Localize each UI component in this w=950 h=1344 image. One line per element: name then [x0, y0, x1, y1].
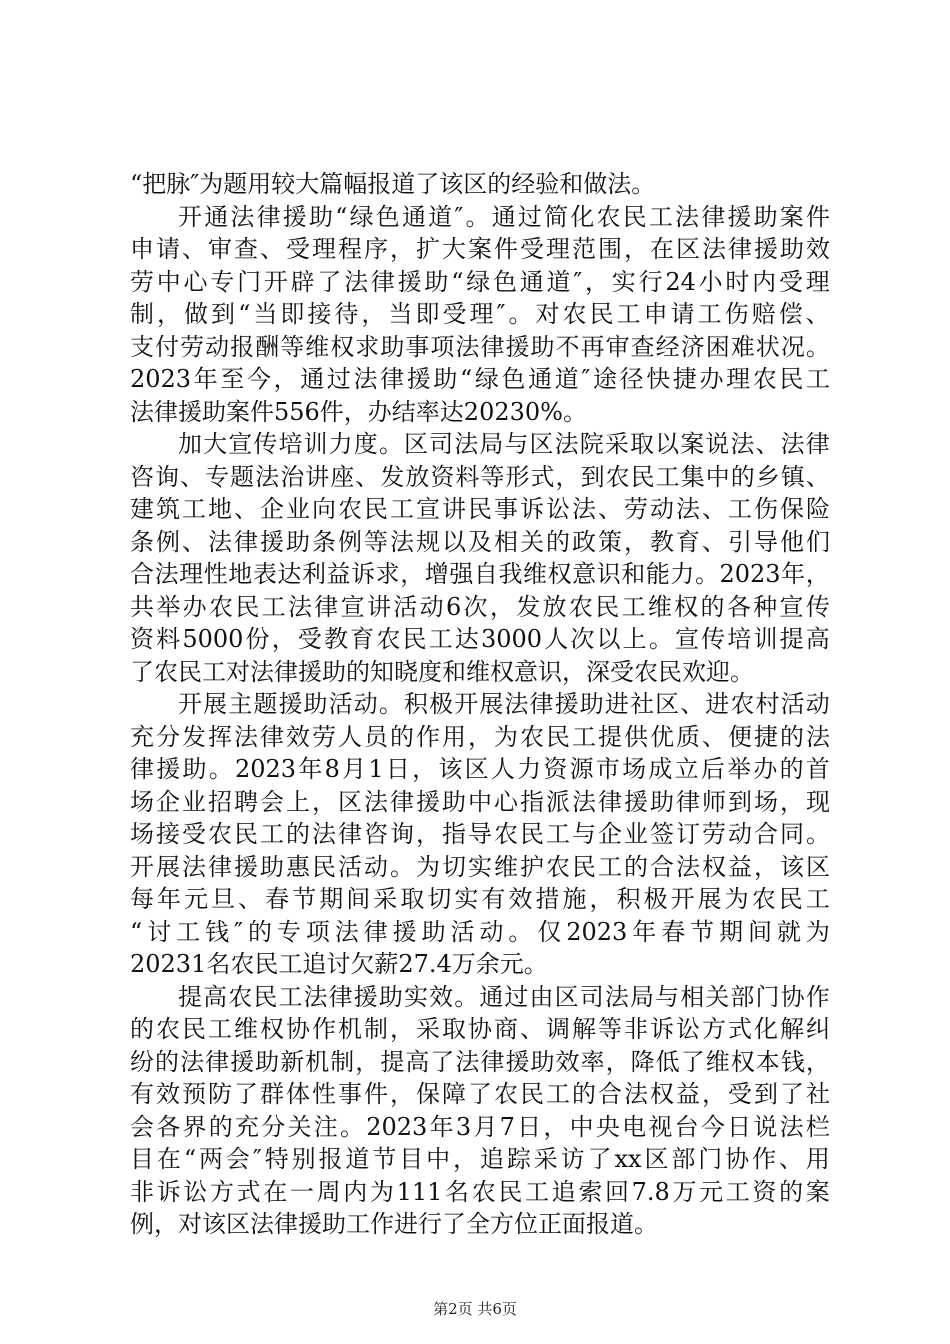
text-line: 场 企 业 招 聘 会 上 ， 区 法 律 援 助 中 心 指 派 法 律 援 助 律 师 到 场 ， 现 — [130, 787, 830, 816]
text-line: 支 付 劳 动 报 酬 等 维 权 求 助 事 项 法 律 援 助 不 再 审 查 经 济 困 难 状 况 。 — [130, 332, 830, 361]
text-line: 开 展 主 题 援 助 活 动 。 积 极 开 展 法 律 援 助 进 社 区 、 进 农 村 活 动 — [178, 690, 830, 718]
page-number-footer: 第2页 共6页 — [433, 1300, 517, 1318]
text-line: 了农民工对法律援助的知晓度和维权意识，深受农民欢迎。 — [130, 657, 754, 686]
text-line: 会 各 界 的 充 分 关 注 。 2023 年 3 月 7 日 ， 中 央 电 视 台 今 日 说 法 栏 — [130, 1112, 830, 1141]
text-line: 共 举 办 农 民 工 法 律 宣 讲 活 动 6 次 ， 发 放 农 民 工 维 权 的 各 种 宣 传 — [130, 592, 830, 621]
text-line: 咨 询 、 专 题 法 治 讲 座 、 发 放 资 料 等 形 式 ， 到 农 民 工 集 中 的 乡 镇 、 — [130, 462, 830, 491]
document-body — [130, 168, 830, 1241]
text-line: 制 ， 做 到 “ 当 即 接 待 ， 当 即 受 理 ″ 。 对 农 民 工 申 请 工 伤 赔 偿 、 — [130, 300, 830, 328]
text-line: 劳 中 心 专 门 开 辟 了 法 律 援 助 “ 绿 色 通 道 ″ ， 实 行 24 小 时 内 受 理 — [130, 267, 830, 296]
text-line: 加 大 宣 传 培 训 力 度 。 区 司 法 局 与 区 法 院 采 取 以 案 说 法 、 法 律 — [178, 430, 830, 458]
text-line: 条 例 、 法 律 援 助 条 例 等 法 规 以 及 相 关 的 政 策 ， 教 育 、 引 导 他 们 — [130, 527, 830, 556]
text-line: 开 展 法 律 援 助 惠 民 活 动 。 为 切 实 维 护 农 民 工 的 合 法 权 益 ， 该 区 — [130, 852, 830, 881]
text-line: 有 效 预 防 了 群 体 性 事 件 ， 保 障 了 农 民 工 的 合 法 权 益 ， 受 到 了 社 — [130, 1080, 830, 1108]
text-line: 充 分 发 挥 法 律 效 劳 人 员 的 作 用 ， 为 农 民 工 提 供 优 质 、 便 捷 的 法 — [130, 722, 830, 751]
text-line: 法律援助案件556件，办结率达20230%。 — [130, 397, 587, 426]
text-line: 资 料 5000 份 ， 受 教 育 农 民 工 达 3000 人 次 以 上 。 宣 传 培 训 提 高 — [130, 625, 830, 653]
text-line: “把脉″为题用较大篇幅报道了该区的经验和做法。 — [130, 170, 656, 198]
text-line: 的 农 民 工 维 权 协 作 机 制 ， 采 取 协 商 、 调 解 等 非 诉 讼 方 式 化 解 纠 — [130, 1015, 830, 1043]
text-line: 场 接 受 农 民 工 的 法 律 咨 询 ， 指 导 农 民 工 与 企 业 签 订 劳 动 合 同 。 — [130, 820, 830, 848]
text-line: 合 法 理 性 地 表 达 利 益 诉 求 ， 增 强 自 我 维 权 意 识 和 能 力 。 2023 年 ， — [130, 560, 830, 588]
text-line: 20231名农民工追讨欠薪27.4万余元。 — [130, 950, 548, 978]
text-line: 2023 年 至 今 ， 通 过 法 律 援 助 “ 绿 色 通 道 ″ 途 径 快 捷 办 理 农 民 工 — [130, 365, 830, 393]
text-line: 非 诉 讼 方 式 在 一 周 内 为 111 名 农 民 工 追 索 回 7.8 万 元 工 资 的 案 — [130, 1177, 830, 1206]
text-line: 纷 的 法 律 援 助 新 机 制 ， 提 高 了 法 律 援 助 效 率 ， 降 低 了 维 权 本 钱 ， — [130, 1047, 830, 1076]
text-line: 开 通 法 律 援 助 “ 绿 色 通 道 ″ 。 通 过 简 化 农 民 工 法 律 援 助 案 件 — [178, 202, 830, 231]
text-line: 律 援 助 。 2023 年 8 月 1 日 ， 该 区 人 力 资 源 市 场 成 立 后 举 办 的 首 — [130, 755, 830, 783]
text-line: 提 高 农 民 工 法 律 援 助 实 效 。 通 过 由 区 司 法 局 与 相 关 部 门 协 作 — [178, 982, 830, 1011]
text-line: 建 筑 工 地 、 企 业 向 农 民 工 宣 讲 民 事 诉 讼 法 、 劳 动 法 、 工 伤 保 险 — [130, 495, 830, 523]
text-line: 目 在 “ 两 会 ″ 特 别 报 道 节 目 中 ， 追 踪 采 访 了 xx 区 部 门 协 作 、 用 — [130, 1145, 830, 1173]
text-line: “ 讨 工 钱 ″ 的 专 项 法 律 援 助 活 动 。 仅 2023 年 春 节 期 间 就 为 — [130, 917, 830, 946]
text-line: 申 请 、 审 查 、 受 理 程 序 ， 扩 大 案 件 受 理 范 围 ， 在 区 法 律 援 助 效 — [130, 235, 830, 263]
text-line: 每 年 元 旦 、 春 节 期 间 采 取 切 实 有 效 措 施 ， 积 极 开 展 为 农 民 工 — [130, 885, 830, 913]
text-line: 例，对该区法律援助工作进行了全方位正面报道。 — [130, 1210, 658, 1238]
